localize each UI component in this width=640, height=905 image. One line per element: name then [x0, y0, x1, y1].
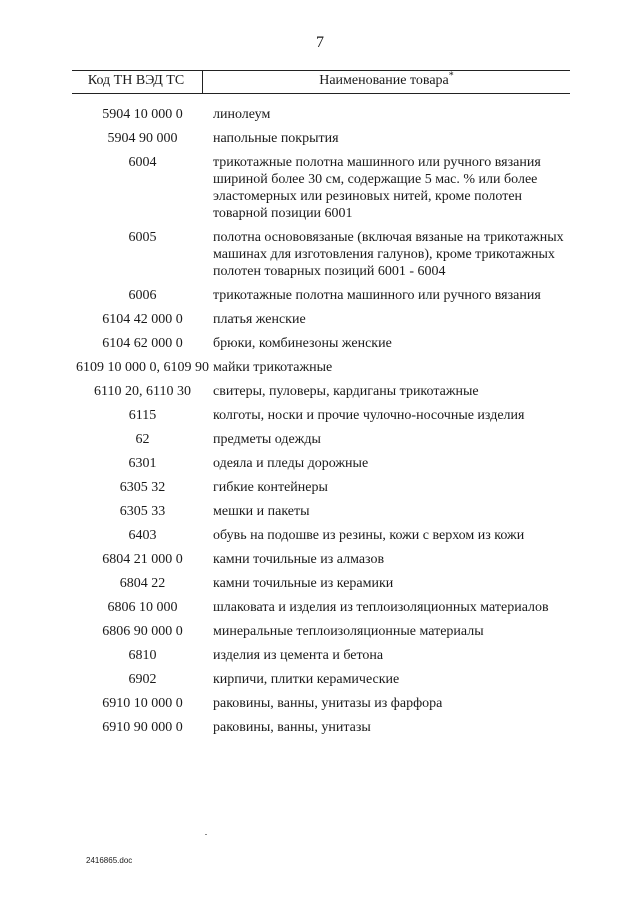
row-name: трикотажные полотна машинного или ручного вязания шириной более 30 см, содержащие 5 мас. % или более эластомерных или резиновых нитей, кроме полотен товарной позиции 6001: [213, 155, 541, 221]
table-row: [72, 130, 570, 147]
table-row: [72, 359, 570, 376]
row-code: 6115: [128, 408, 157, 423]
row-code: 5904 10 000 0: [102, 107, 183, 122]
scan-speck: [205, 834, 207, 835]
row-code: 6301: [128, 456, 157, 471]
row-name: предметы одежды: [213, 432, 321, 447]
table-row: [72, 695, 570, 712]
row-name: шлаковата и изделия из теплоизоляционных материалов: [213, 600, 549, 615]
row-code: 6005: [128, 230, 157, 245]
table-row: [72, 647, 570, 664]
table-row: [72, 503, 570, 520]
document-filename: 2416865.doc: [86, 856, 133, 865]
row-code: 6804 22: [119, 576, 166, 591]
row-code: 6110 20, 6110 30: [94, 384, 191, 399]
row-code: 6104 62 000 0: [102, 336, 183, 351]
row-code: 6910 10 000 0: [102, 696, 183, 711]
row-name: раковины, ванны, унитазы: [213, 720, 371, 735]
table-row: [72, 623, 570, 640]
row-code: 6305 32: [119, 480, 166, 495]
row-code: 6004: [128, 155, 157, 170]
row-name: одеяла и пледы дорожные: [213, 456, 369, 471]
table-row: [72, 106, 570, 123]
table-row: [72, 551, 570, 568]
row-name: изделия из цемента и бетона: [213, 648, 384, 663]
table-row: [72, 407, 570, 424]
table-header: [72, 70, 570, 94]
table-row: [72, 719, 570, 736]
row-code: 6806 10 000: [107, 600, 178, 615]
row-code: 6109 10 000 0, 6109 90: [76, 360, 209, 375]
row-code: 6804 21 000 0: [102, 552, 183, 567]
table-row: [72, 383, 570, 400]
table-row: [72, 431, 570, 448]
row-code: 62: [135, 432, 150, 447]
page-number: 7: [316, 34, 324, 51]
row-name: полотна основовязаные (включая вязаные на трикотажных машинах для изготовления галунов), кроме трикотажных полотен товарных позиций 6001 - 6004: [213, 230, 564, 279]
row-name: кирпичи, плитки керамические: [213, 672, 400, 687]
table-row: [72, 527, 570, 544]
row-name: свитеры, пуловеры, кардиганы трикотажные: [213, 384, 479, 399]
row-name: раковины, ванны, унитазы из фарфора: [213, 696, 443, 711]
row-name: обувь на подошве из резины, кожи с верхом из кожи: [213, 528, 525, 543]
row-code: 6104 42 000 0: [102, 312, 183, 327]
row-code: 6910 90 000 0: [102, 720, 183, 735]
row-name: мешки и пакеты: [213, 504, 310, 519]
table-row: [72, 229, 570, 280]
row-name: камни точильные из керамики: [213, 576, 394, 591]
header-name-column: [203, 70, 570, 89]
table-row: [72, 575, 570, 592]
row-code: 6806 90 000 0: [102, 624, 183, 639]
row-name: линолеум: [213, 107, 271, 122]
row-name: платья женские: [213, 312, 306, 327]
table-row: [72, 671, 570, 688]
header-name-label: Наименование товара: [319, 73, 449, 88]
table-row: [72, 287, 570, 304]
row-name: гибкие контейнеры: [213, 480, 328, 495]
row-name: камни точильные из алмазов: [213, 552, 385, 567]
row-code: 5904 90 000: [107, 131, 178, 146]
table-row: [72, 479, 570, 496]
row-name: трикотажные полотна машинного или ручного вязания: [213, 288, 541, 303]
row-name: брюки, комбинезоны женские: [213, 336, 392, 351]
row-name: майки трикотажные: [213, 360, 333, 375]
goods-table-body: [72, 106, 570, 743]
row-code: 6006: [128, 288, 157, 303]
footnote-mark: *: [448, 70, 454, 82]
header-code-column: Код ТН ВЭД ТС: [87, 73, 185, 88]
table-row: [72, 455, 570, 472]
table-row: [72, 599, 570, 616]
row-code: 6902: [128, 672, 157, 687]
row-name: напольные покрытия: [213, 131, 339, 146]
table-row: [72, 335, 570, 352]
table-row: [72, 311, 570, 328]
row-code: 6810: [128, 648, 157, 663]
row-code: 6305 33: [119, 504, 166, 519]
row-code: 6403: [128, 528, 157, 543]
table-row: [72, 154, 570, 222]
row-name: колготы, носки и прочие чулочно-носочные изделия: [213, 408, 525, 423]
row-name: минеральные теплоизоляционные материалы: [213, 624, 484, 639]
